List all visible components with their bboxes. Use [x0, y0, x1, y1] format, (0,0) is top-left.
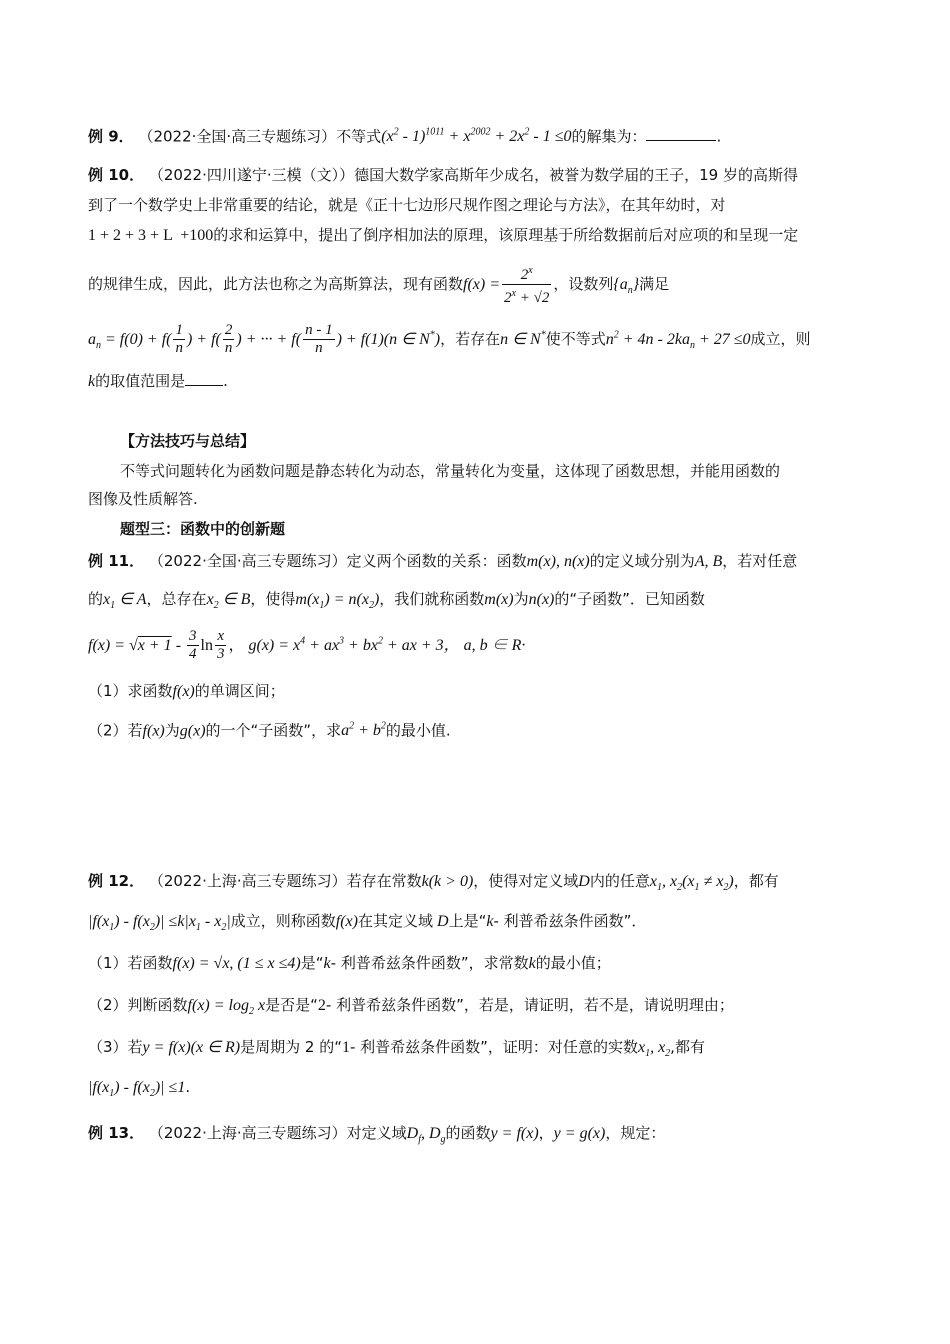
- domains: $D_f$, $D_g$: [406, 1125, 446, 1146]
- equation-mn: $m(x_1) = n(x_2)$: [295, 591, 380, 612]
- text-range: 的取值范围是: [95, 372, 186, 390]
- example-11-q2: [88, 716, 451, 742]
- method-line-2: 图像及性质解答.: [88, 490, 198, 508]
- text-1b: 的定义域分别为: [589, 552, 695, 570]
- text-13-a: 对定义域: [346, 1124, 407, 1142]
- y-g: y = g(x): [553, 1125, 606, 1142]
- function-f-def: f(x) = √x + 1 -: [88, 637, 186, 654]
- q3-12-c: - 利普希兹条件函数”，证明：对任意的实数: [349, 1038, 638, 1056]
- k-var: k: [486, 913, 494, 930]
- text-2d: ，我们就称函数: [379, 590, 485, 608]
- inequality-formula: $(x^2 - 1)^{1011} + x^{2002} + 2x^2 - 1 \le 0$: [381, 127, 572, 146]
- example-10-text: 德国大数学家高斯年少成名，被誉为数学届的王子，19 岁的高斯得: [354, 166, 798, 184]
- q2-text: （2）若: [88, 721, 143, 740]
- q2-text-b: 为: [164, 721, 180, 740]
- lipschitz-inequality: $|f(x_1) - f(x_2)| \le k|x_1 - x_2|$: [88, 913, 231, 934]
- example-10-line-1: [88, 164, 798, 186]
- fraction-x-3: $\frac{x}{3}$: [216, 628, 225, 662]
- sum-formula: 1 + 2 + 3 + L +100: [88, 227, 214, 244]
- example-12-q3: [88, 1036, 705, 1065]
- example-13: [88, 1122, 665, 1151]
- two: 2: [317, 997, 326, 1014]
- text-13-b: 的函数: [445, 1124, 491, 1142]
- type3-title: 题型三：函数中的创新题: [120, 520, 286, 538]
- example-10-text-3: 的求和运算中，提出了倒序相加法的原理，该原理基于所给数据前后对应项的和呈现一定: [213, 226, 799, 244]
- example-12-q1: [88, 952, 611, 975]
- text-sequence: ，设数列: [553, 275, 614, 293]
- text-2c: ，使得: [250, 590, 296, 608]
- y-f: y = f(x): [490, 1125, 539, 1142]
- comma-1: ，: [228, 637, 245, 654]
- q1-12-a: （1）若函数: [88, 954, 173, 972]
- inequality-n: $n^2 + 4n - 2ka_n + 27 \le 0$: [605, 329, 751, 352]
- example-10-line-5: [88, 322, 811, 357]
- text-12-2d: - 利普希兹条件函数”．: [493, 912, 647, 930]
- example-12-line-2: [88, 910, 646, 939]
- formula-part-2: ) + ··· + f(: [236, 331, 302, 348]
- text-12-2c: 上是“: [448, 912, 487, 930]
- example-11-line-2: [88, 588, 705, 617]
- formula-part: ) + f(: [186, 331, 221, 348]
- example-10-line-2: 到了一个数学史上非常重要的结论，就是《正十七边形尺规作图之理论与方法》，在其年幼时，对: [88, 196, 726, 214]
- example-12-label: 例 12．: [88, 872, 145, 890]
- k-positive: k(k > 0): [421, 873, 474, 890]
- q2-12-c: - 利普希兹条件函数”，若是，请证明，若不是，请说明理由；: [325, 996, 734, 1014]
- func-f: f(x): [172, 683, 195, 700]
- example-11-q1: [88, 680, 285, 703]
- fraction-n1n: $\frac{n - 1}{n}$: [305, 322, 333, 356]
- var-k: k: [88, 373, 96, 390]
- example-9-text: 不等式: [336, 127, 382, 146]
- sequence-definition: $a_n = f(0) + f$(: [88, 331, 172, 352]
- fraction-3-4: $\frac{3}{4}$: [189, 628, 197, 662]
- example-10-label: 例 10．: [88, 166, 145, 184]
- k-var-3: k: [528, 955, 536, 972]
- x1-x2: $x_1$, $x_2(x_1 \ne x_2)$: [649, 873, 734, 894]
- text-inequality: 使不等式: [545, 330, 606, 348]
- text-12-1a: 若存在常数: [346, 872, 422, 890]
- x1-x2-vars: $x_1$, $x_2$: [637, 1039, 671, 1060]
- text-2b: ，总存在: [146, 590, 207, 608]
- example-12-line-1: [88, 870, 779, 899]
- log-func: $f(x) = \log_2 x$: [187, 997, 266, 1018]
- functions-mn: m(x), n(x): [526, 553, 590, 570]
- fraction-1n: $\frac{1}{n}$: [175, 322, 183, 356]
- example-10-line-3: [88, 224, 798, 247]
- example-9: [88, 122, 721, 148]
- text-2a: 的: [88, 590, 104, 608]
- sum-squares: $a^2 + b^2$: [341, 721, 386, 740]
- bound-inequality: $|f(x_1) - f(x_2)| \le 1$: [88, 1079, 186, 1100]
- sqrt-func: f(x) = √x, (1 ≤ x ≤4): [172, 955, 301, 972]
- example-12-q2: [88, 994, 734, 1023]
- answer-blank[interactable]: [646, 126, 716, 141]
- text-12-2b: 在其定义域: [357, 912, 433, 930]
- sequence-an: $\{a_n\}$: [613, 276, 640, 297]
- example-10-line-6: [88, 370, 228, 393]
- text-13-c: ，: [538, 1124, 554, 1142]
- text-12-1b: ，使得对定义域: [473, 872, 579, 890]
- domain-D: D: [578, 873, 590, 890]
- example-11-line-1: [88, 550, 797, 573]
- example-10-text-4: 的规律生成，因此，此方法也称之为高斯算法，现有函数: [88, 275, 464, 293]
- period: .: [716, 127, 722, 146]
- text-12-1d: ，都有: [733, 872, 779, 890]
- n-in-N: n ∈ N*: [500, 329, 546, 348]
- x1-in-A: $x_1$ ∈ A: [103, 591, 147, 612]
- periodic-func: y = f(x)(x ∈ R): [142, 1039, 241, 1056]
- q3-12-a: （3）若: [88, 1038, 143, 1056]
- func-g: g(x): [179, 722, 206, 740]
- q3-12-d: ,都有: [670, 1038, 705, 1056]
- text-2f: 的“子函数”．已知函数: [554, 590, 705, 608]
- example-13-label: 例 13．: [88, 1124, 145, 1142]
- answer-blank-2[interactable]: [185, 371, 223, 386]
- fraction-gauss: $\frac{2^x}{2^x + √2}$: [502, 262, 551, 307]
- func-n: n(x): [528, 591, 555, 608]
- text-holds: 成立，则: [750, 330, 811, 348]
- text-satisfy: 满足: [639, 275, 670, 293]
- example-12-source: （2022·上海·高三专题练习）: [148, 872, 347, 890]
- text-2e: 为: [513, 590, 529, 608]
- text-12-2a: 成立，则称函数: [230, 912, 336, 930]
- func-f-12: f(x): [335, 913, 358, 930]
- method-line-1: 不等式问题转化为函数问题是静态转化为动态，常量转化为变量，这体现了函数思想，并能用函数的: [120, 462, 781, 480]
- text-1a: 定义两个函数的关系：函数: [346, 552, 527, 570]
- text-exists: ，若存在: [440, 330, 501, 348]
- ln: ln: [200, 637, 213, 654]
- domain-D-2: D: [433, 913, 449, 930]
- q1-12-b: 是“: [300, 954, 324, 972]
- text-13-d: ，规定：: [605, 1124, 666, 1142]
- q2-12-b: 是否是“: [265, 996, 318, 1014]
- example-13-source: （2022·上海·高三专题练习）: [148, 1124, 347, 1142]
- k-var-2: k: [323, 955, 331, 972]
- x2-in-B: $x_2$ ∈ B: [206, 591, 251, 612]
- example-11-label: 例 11．: [88, 552, 145, 570]
- q1-12-d: 的最小值；: [535, 954, 611, 972]
- func-m: m(x): [484, 591, 514, 608]
- function-f: f(x) =: [463, 276, 501, 293]
- q3-12-b: 是周期为 2 的“: [240, 1038, 342, 1056]
- func-f-2: f(x): [142, 722, 165, 740]
- text-12-1c: 内的任意: [589, 872, 650, 890]
- example-9-label: 例 9．: [88, 127, 134, 146]
- q2-12-a: （2）判断函数: [88, 996, 188, 1014]
- example-9-source: （2022·全国·高三专题练习）: [138, 127, 337, 146]
- example-10-line-4: [88, 262, 669, 307]
- period-2: .: [223, 372, 228, 390]
- fraction-2n: $\frac{2}{n}$: [224, 322, 233, 356]
- function-g-def: $g(x) = x^4 + ax^3 + bx^2$ + ax + 3， a, b ∈ R·: [244, 635, 526, 654]
- q2-text-c: 的一个“子函数”，求: [205, 721, 342, 740]
- example-11-functions: [88, 628, 525, 663]
- method-title: 【方法技巧与总结】: [120, 432, 256, 450]
- example-10-source: （2022·四川遂宁·三模（文））: [148, 166, 355, 184]
- text-1c: ，若对任意: [722, 552, 798, 570]
- q1-text: （1）求函数: [88, 682, 173, 700]
- example-11-source: （2022·全国·高三专题练习）: [148, 552, 347, 570]
- q1-12-c: - 利普希兹条件函数”，求常数: [330, 954, 529, 972]
- formula-part-3: ) + f(1)(n ∈ N*): [336, 329, 441, 348]
- q1-text-b: 的单调区间；: [194, 682, 285, 700]
- one: 1: [341, 1039, 350, 1056]
- q2-text-d: 的最小值.: [385, 721, 451, 740]
- example-12-conclusion: [88, 1076, 190, 1105]
- example-9-text-b: 的解集为：: [571, 127, 647, 146]
- period-3: .: [185, 1078, 191, 1096]
- sets-AB: A, B: [694, 553, 723, 570]
